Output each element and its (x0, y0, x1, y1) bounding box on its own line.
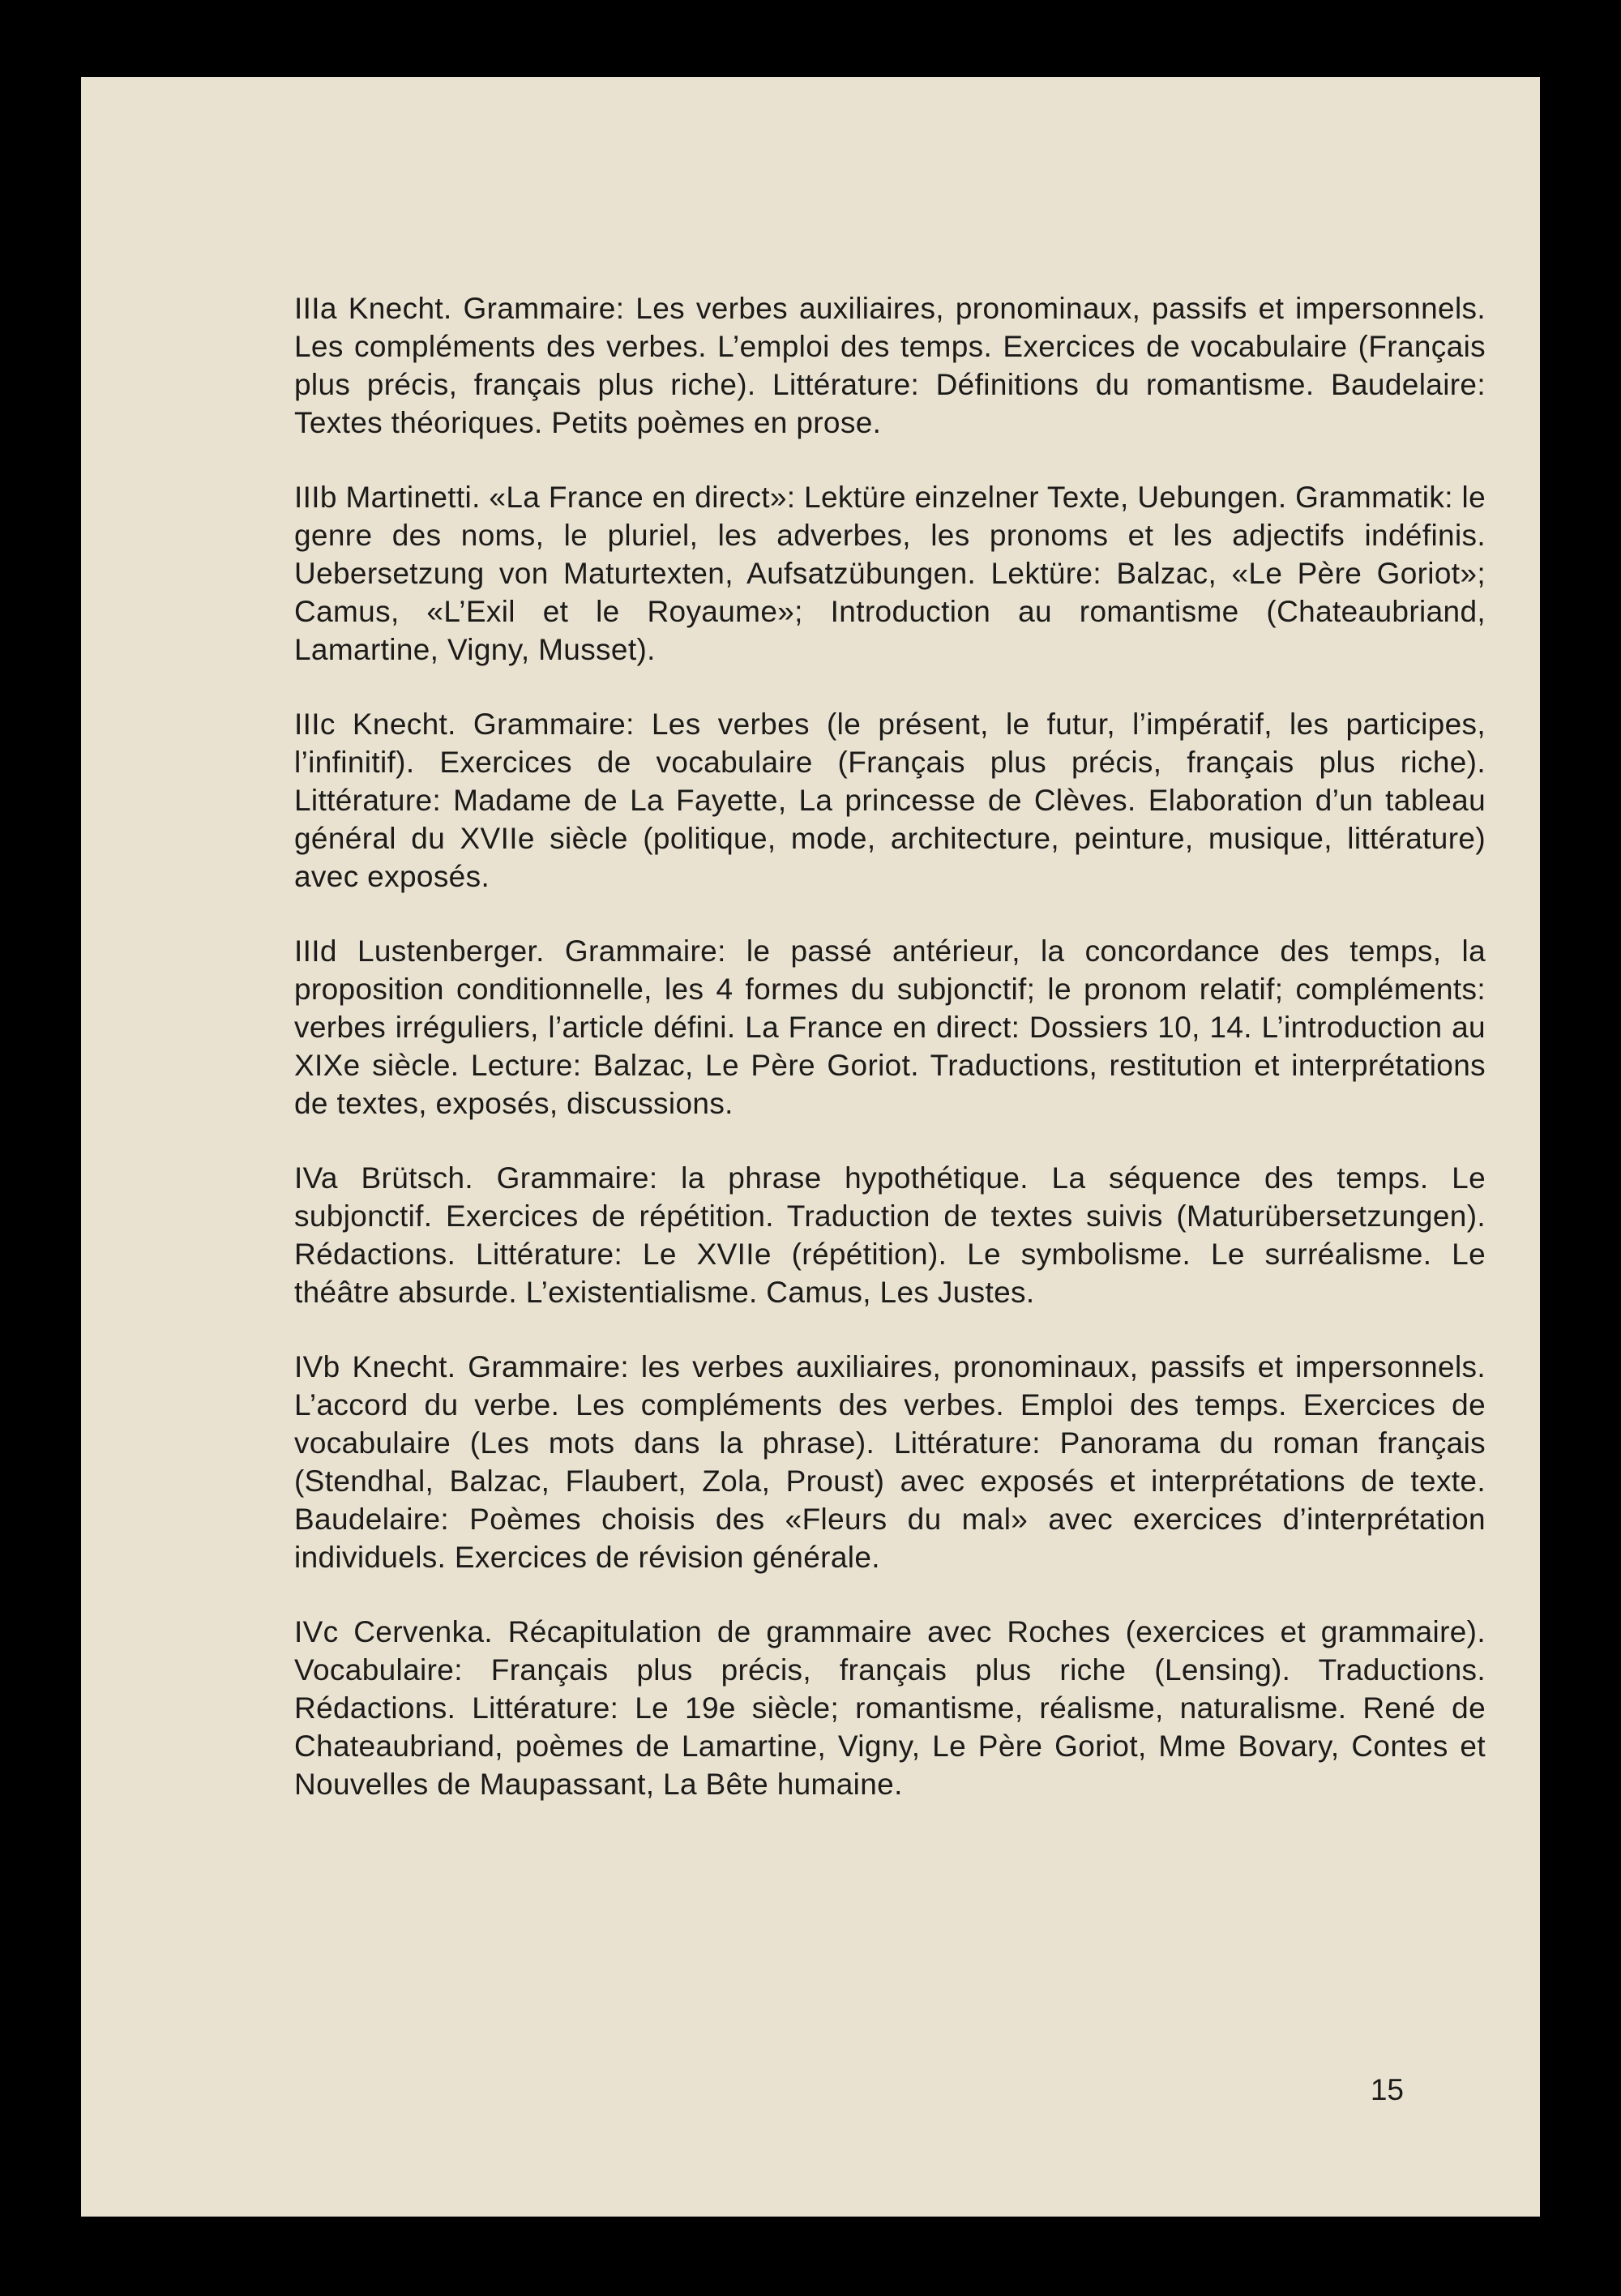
paragraph-ivb-knecht: IVb Knecht. Grammaire: les verbes auxiliaires, pronominaux, passifs et impersonnels. L’accord du verbe. Les compléments des verbes. Emploi des temps. Exercices de vocabulaire (Les mots dans la phrase). Littérature: Panorama du roman français (Stendhal, Balzac, Flaubert, Zola, Proust) avec exposés et interprétations de texte. Baudelaire: Poèmes choisis des «Fleurs du mal» avec exercices d’interprétation individuels. Exercices de révision générale. (294, 1350, 1486, 1574)
page-number: 15 (1370, 2073, 1404, 2106)
paragraph-ivc-cervenka: IVc Cervenka. Récapitulation de grammaire avec Roches (exercices et grammaire). Vocabulaire: Français plus précis, français plus riche (Lensing). Traductions. Rédactions. Littérature: Le 19e siècle; romantisme, réalisme, naturalisme. René de Chateaubriand, poèmes de Lamartine, Vigny, Le Père Goriot, Mme Bovary, Contes et Nouvelles de Maupassant, La Bête humaine. (294, 1615, 1486, 1801)
page-content (294, 289, 1486, 1840)
paragraph-iiib-martinetti: IIIb Martinetti. «La France en direct»: Lektüre einzelner Texte, Uebungen. Grammatik: le genre des noms, le pluriel, les adverbes, les pronoms et les adjectifs indéfinis. Uebersetzung von Maturtexten, Aufsatzübungen. Lektüre: Balzac, «Le Père Goriot»; Camus, «L’Exil et le Royaume»; Introduction au romantisme (Chateaubriand, Lamartine, Vigny, Musset). (294, 481, 1486, 666)
document-page (81, 77, 1540, 2217)
paragraph-iva-brutsch: IVa Brütsch. Grammaire: la phrase hypothétique. La séquence des temps. Le subjonctif. Exercices de répétition. Traduction de textes suivis (Maturübersetzungen). Rédactions. Littérature: Le XVIIe (répétition). Le symbolisme. Le surréalisme. Le théâtre absurde. L’existentialisme. Camus, Les Justes. (294, 1161, 1486, 1309)
paragraph-iiid-lustenberger: IIId Lustenberger. Grammaire: le passé antérieur, la concordance des temps, la proposition conditionnelle, les 4 formes du subjonctif; le pronom relatif; compléments: verbes irréguliers, l’article défini. La France en direct: Dossiers 10, 14. L’introduction au XIXe siècle. Lecture: Balzac, Le Père Goriot. Traductions, restitution et interprétations de textes, exposés, discussions. (294, 934, 1486, 1120)
paragraph-iiia-knecht: IIIa Knecht. Grammaire: Les verbes auxiliaires, pronominaux, passifs et impersonnels. Les compléments des verbes. L’emploi des temps. Exercices de vocabulaire (Français plus précis, français plus riche). Littérature: Définitions du romantisme. Baudelaire: Textes théoriques. Petits poèmes en prose. (294, 292, 1486, 439)
paragraph-iiic-knecht: IIIc Knecht. Grammaire: Les verbes (le présent, le futur, l’impératif, les participes, l’infinitif). Exercices de vocabulaire (Français plus précis, français plus riche). Littérature: Madame de La Fayette, La princesse de Clèves. Elaboration d’un tableau général du XVIIe siècle (politique, mode, architecture, peinture, musique, littérature) avec exposés. (294, 708, 1486, 893)
